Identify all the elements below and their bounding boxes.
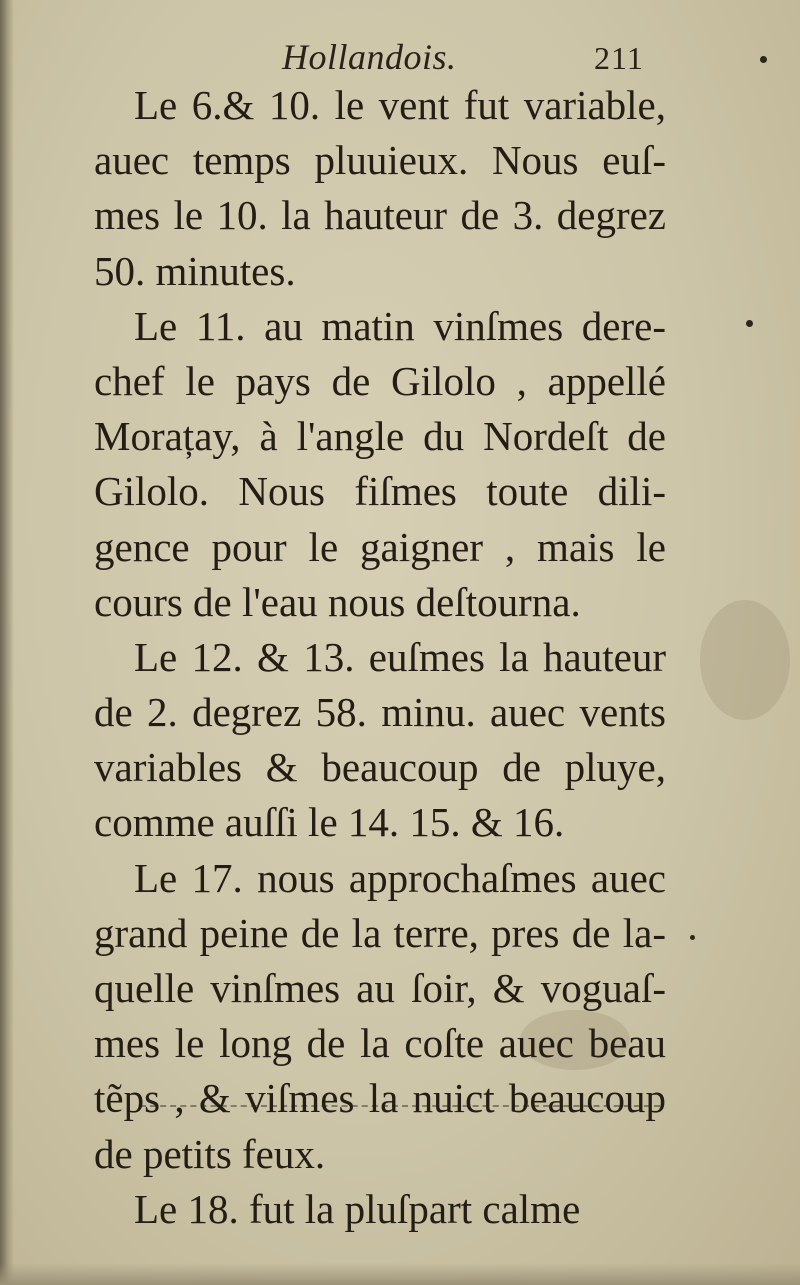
page-header bbox=[0, 30, 800, 80]
text-line: chef le pays de Gilolo , appellé bbox=[94, 357, 666, 404]
ink-speck bbox=[746, 320, 753, 327]
text-line: de petits feux. bbox=[94, 1130, 326, 1177]
text-line: variables & beaucoup de pluye, bbox=[94, 744, 666, 791]
binding-gutter bbox=[0, 0, 14, 1285]
text-line: Le 12. & 13. euſmes la hauteur bbox=[134, 633, 666, 680]
text-line: Le 17. nous approchaſmes auec bbox=[134, 854, 666, 901]
text-line: de 2. degrez 58. minu. auec vents bbox=[94, 689, 666, 736]
text-line: mes le long de la coſte auec beau bbox=[94, 1020, 666, 1067]
page-number: 211 bbox=[594, 40, 644, 76]
ink-speck bbox=[690, 935, 695, 940]
body-text bbox=[94, 78, 666, 1237]
text-line: comme auſſi le 14. 15. & 16. bbox=[94, 799, 565, 846]
show-through-marks bbox=[140, 1105, 660, 1107]
text-line: Le 6.& 10. le vent fut variable, bbox=[134, 82, 666, 128]
text-line: tẽps , & viſmes la nuict beaucoup bbox=[94, 1075, 666, 1122]
text-line: gence pour le gaigner , mais le bbox=[94, 523, 666, 570]
text-line: Le 11. au matin vinſmes dere- bbox=[134, 302, 666, 349]
text-line: Gilolo. Nous fiſmes toute dili- bbox=[94, 468, 666, 515]
text-line: mes le 10. la hauteur de 3. degrez bbox=[94, 192, 666, 239]
paper-stain bbox=[700, 600, 790, 720]
page-bottom-edge bbox=[0, 1263, 800, 1285]
text-line: Le 18. fut la pluſpart calme bbox=[134, 1185, 581, 1232]
text-line: grand peine de la terre, pres de la- bbox=[94, 909, 666, 956]
text-line: quelle vinſmes au ſoir, & voguaſ- bbox=[94, 965, 666, 1011]
running-head: Hollandois. bbox=[282, 37, 457, 77]
text-line: 50. minutes. bbox=[94, 247, 296, 294]
text-line: auec temps pluuieux. Nous euſ- bbox=[94, 137, 666, 184]
text-line: cours de l'eau nous deſtourna. bbox=[94, 578, 581, 625]
text-line: Morațay, à l'angle du Nordeſt de bbox=[94, 413, 666, 460]
